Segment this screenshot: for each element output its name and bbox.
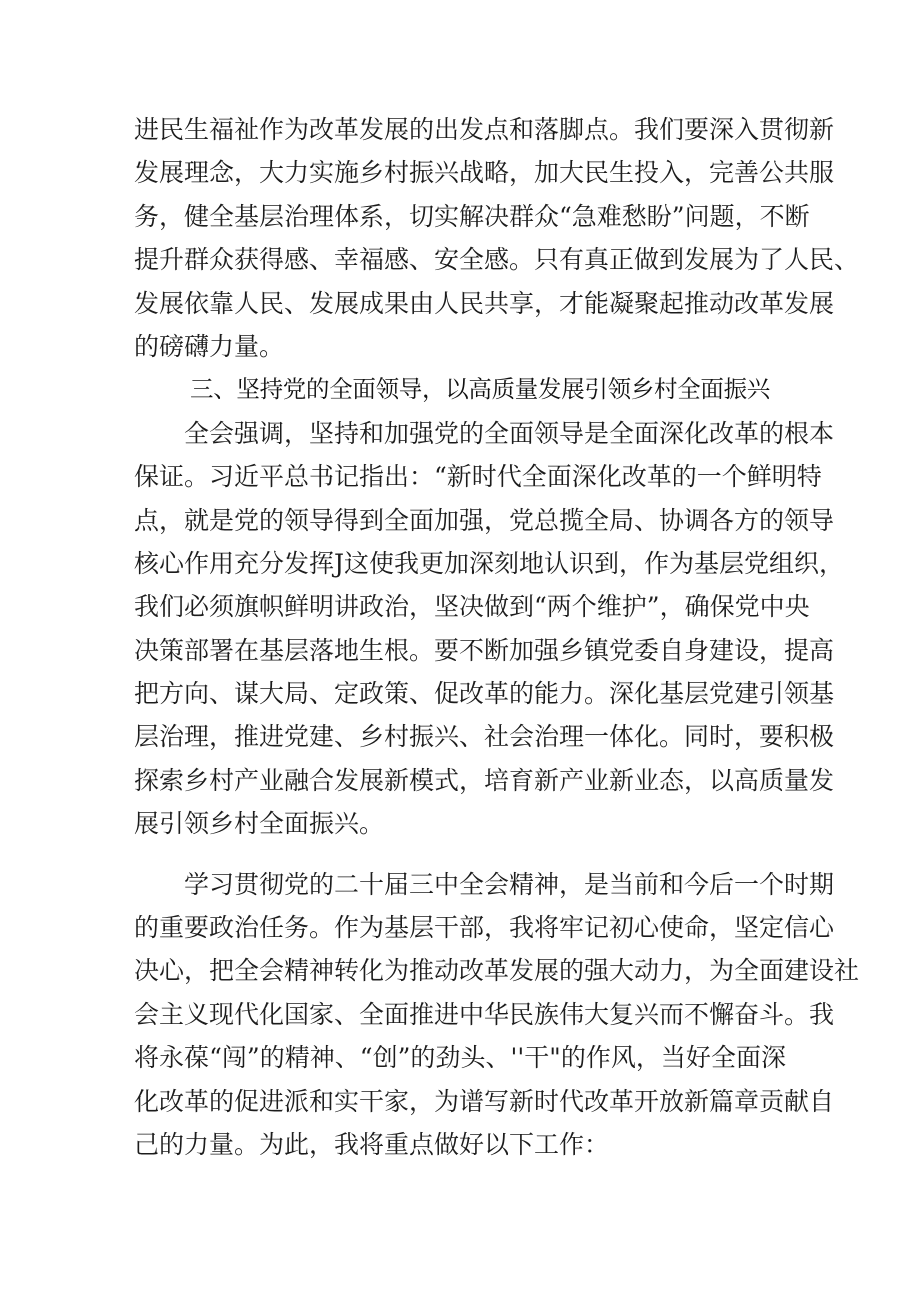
text-line: 的磅礴力量。 — [134, 331, 285, 361]
text-line: 核心作用充分发挥J这使我更加深刻地认识到，作为基层党组织， — [134, 548, 845, 578]
text-line: 会主义现代化国家、全面推进中华民族伟大复兴而不懈奋斗。我 — [134, 999, 835, 1029]
document-body — [134, 108, 860, 1166]
text-line: 进民生福祉作为改革发展的出发点和落脚点。我们要深入贯彻新 — [134, 115, 835, 144]
text-line: 学习贯彻党的二十届三中全会精神，是当前和今后一个时期 — [184, 869, 835, 899]
text-line: 点，就是党的领导得到全面加强，党总揽全局、协调各方的领导 — [134, 505, 835, 535]
paragraph-party-leadership — [134, 412, 845, 846]
text-line: 发展理念，大力实施乡村振兴战略，加大民生投入，完善公共服 — [134, 158, 835, 188]
text-line: 发展依靠人民、发展成果由人民共享，才能凝聚起推动改革发展 — [134, 288, 835, 318]
text-line: 保证。习近平总书记指出：“新时代全面深化改革的一个鲜明特 — [134, 462, 822, 492]
text-line: 层治理，推进党建、乡村振兴、社会治理一体化。同时，要积极 — [134, 722, 835, 752]
text-line: 决心，把全会精神转化为推动改革发展的强大动力，为全面建设社 — [134, 956, 860, 986]
paragraph-spacer — [134, 846, 786, 863]
paragraph-people-wellbeing — [134, 108, 860, 368]
text-line: 展引领乡村全面振兴。 — [134, 809, 385, 839]
text-line: 我们必须旗帜鲜明讲政治，坚决做到“两个维护”，确保党中央 — [134, 592, 810, 622]
paragraph-study-plenum — [134, 863, 860, 1167]
text-line: 务，健全基层治理体系，切实解决群众“急难愁盼”问题，不断 — [134, 201, 810, 231]
text-line: 己的力量。为此，我将重点做好以下工作： — [134, 1129, 610, 1159]
text-line: 决策部署在基层落地生根。要不断加强乡镇党委自身建设，提高 — [134, 635, 835, 665]
text-line: 提升群众获得感、幸福感、安全感。只有真正做到发展为了人民、 — [134, 245, 860, 275]
text-line: 探索乡村产业融合发展新模式，培育新产业新业态，以高质量发 — [134, 765, 835, 795]
text-line: 把方向、谋大局、定政策、促改革的能力。深化基层党建引领基 — [134, 679, 835, 709]
text-line: 全会强调，坚持和加强党的全面领导是全面深化改革的根本 — [184, 418, 835, 448]
text-line: 将永葆“闯”的精神、“创”的劲头、''干"的作风，当好全面深 — [134, 1043, 786, 1073]
section-heading-3: 三、坚持党的全面领导，以高质量发展引领乡村全面振兴 — [190, 375, 770, 404]
text-line: 化改革的促进派和实干家，为谱写新时代改革开放新篇章贡献自 — [134, 1086, 835, 1116]
text-line: 的重要政治任务。作为基层干部，我将牢记初心使命，坚定信心 — [134, 913, 835, 943]
